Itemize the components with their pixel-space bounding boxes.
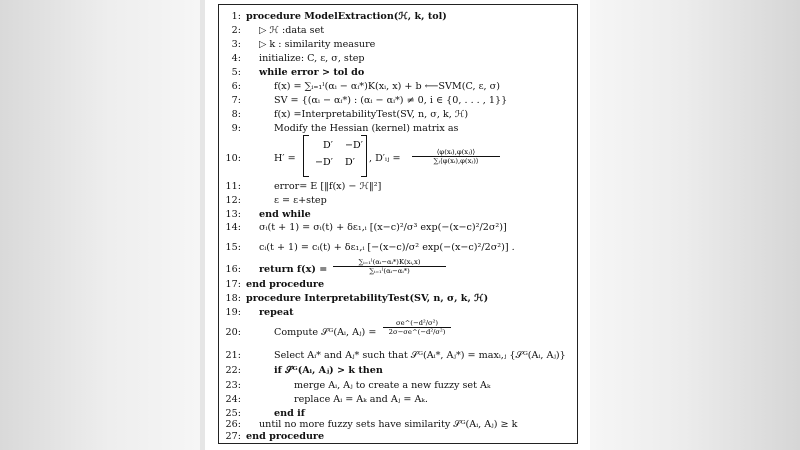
matrix-bracket-right (361, 135, 367, 177)
background-left (0, 0, 200, 450)
hessian-matrix: D′ −D′ −D′ D′ (315, 140, 363, 168)
dij-label: , D′ᵢⱼ = (369, 153, 401, 164)
dij-fraction: $\frac{\text{⟨φ(xᵢ),φ(xⱼ)⟩}}{\text{∑ⱼ⟨φ(xᵢ),φ(xⱼ)⟩}}$ (411, 148, 501, 165)
return-fraction: $\frac{\text{∑ᵢ₌₁ˡ(αᵢ−αᵢ*)K(xᵢ,x)}}{\text{∑ᵢ₌₁ˡ(αᵢ−αᵢ*)}}$ (332, 258, 447, 275)
sg-fraction: $\frac{\text{σe\textasciicircum{}(−d²/σ²)}}{\text{2σ−σe\textasciicircum{}(−d²/σ²)}}$ (382, 319, 452, 336)
background-right (590, 0, 800, 450)
matrix-bracket-left (303, 135, 309, 177)
line-text: procedure ModelExtraction(ℋ, k, tol) (246, 11, 447, 22)
algorithm-box: 1: procedure ModelExtraction(ℋ, k, tol) 2: ▷ ℋ :data set 3: ▷ k : similarity measure 4: initialize: C, ε, σ, step 5: while error > tol do 6: f(x) = ∑ᵢ₌₁ˡ(αᵢ − αᵢ*)K(xᵢ, x) + b ⟵SVM(C, ε, σ) 7: SV = {(αᵢ − αᵢ*) : (αᵢ − αᵢ*) ≠ 0, i ∈ {0, . . . , 1}} 8: f(x) =InterpretabilityTest(SV, n, σ, k, ℋ) 9: Modify the Hessian (kernel) matrix as 10: H′ = D′ −D′ −D′ D′ , D′ᵢⱼ = $\frac{\text{⟨φ(xᵢ),φ(xⱼ)⟩}}{\text{∑ⱼ⟨φ(xᵢ),φ(xⱼ)⟩}}$ 11: error= E [‖f(x) − ℋ‖²] 12: ε = ε+step 13: end while 14: σᵢ(t + 1) = σᵢ(t) + δε₁,ᵢ [(x−c)²/σ³ exp(−(x−c)²/2σ²)] 15: cᵢ(t + 1) = cᵢ(t) + δε₁,ᵢ [−(x−c)/σ² exp(−(x−c)²/2σ²)] . 16: return f(x) = $\frac{\text{∑ᵢ₌₁ˡ(αᵢ−αᵢ*)K(xᵢ,x)}}{\text{∑ᵢ₌₁ˡ(αᵢ−αᵢ*)}}$ 17: end procedure 18: procedure InterpretabilityTest(SV, n, σ, k, ℋ) 19: repeat 20: Compute 𝒮ᴳ(Aᵢ, Aⱼ) = $\frac{\text{σe\textasciicircum{}(−d²/σ²)}}{\text{2σ−σe\textasciicircum{}(−d²/σ²)}}$ 21: Select Aᵢ* and Aⱼ* such that 𝒮ᴳ(Aᵢ*, Aⱼ*) = maxᵢ,ⱼ {𝒮ᴳ(Aᵢ, Aⱼ)} 22: if 𝒮ᴳ(Aᵢ, Aⱼ) > k then 23: merge Aᵢ, Aⱼ to create a new fuzzy set Aₖ 24: replace Aᵢ = Aₖ and Aⱼ = Aₖ. 25: end if 26: until no more fuzzy sets have similarity 𝒮ᴳ(Aᵢ, Aⱼ) ≥ k 27: end procedure (218, 4, 578, 444)
